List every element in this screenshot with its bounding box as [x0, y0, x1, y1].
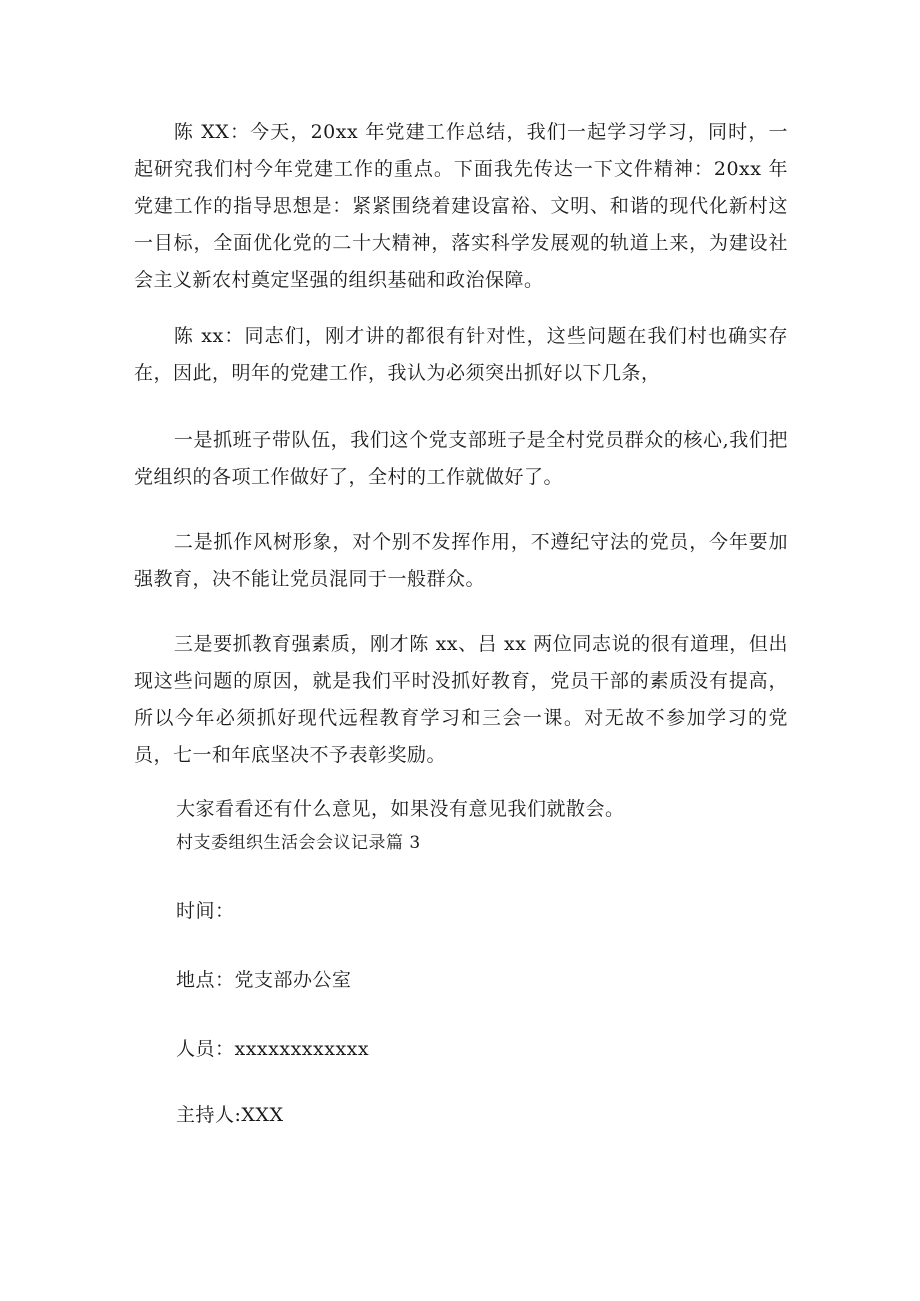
paragraph-second-speech: 陈 xx：同志们，刚才讲的都很有针对性，这些问题在我们村也确实存在，因此，明年的党建工作，我认为必须突出抓好以下几条， [134, 325, 788, 384]
paragraph-point-three: 三是要抓教育强素质，刚才陈 xx、吕 xx 两位同志说的很有道理，但出现这些问题的原因，就是我们平时没抓好教育，党员干部的素质没有提高，所以今年必须抓好现代远程教育学习和三会一课。对无故不参加学习的党员，七一和年底坚决不予表彰奖励。 [134, 633, 788, 766]
meeting-time: 时间： [176, 900, 235, 922]
meeting-place: 地点：党支部办公室 [176, 969, 352, 991]
section-title: 村支委组织生活会会议记录篇 3 [176, 833, 421, 853]
paragraph-point-one: 一是抓班子带队伍，我们这个党支部班子是全村党员群众的核心,我们把党组织的各项工作做好了，全村的工作就做好了。 [134, 429, 788, 488]
meeting-people: 人员：xxxxxxxxxxxx [176, 1038, 370, 1060]
paragraph-point-two: 二是抓作风树形象，对个别不发挥作用，不遵纪守法的党员，今年要加强教育，决不能让党员混同于一般群众。 [134, 531, 788, 590]
closing-remark: 大家看看还有什么意见，如果没有意见我们就散会。 [176, 798, 625, 820]
paragraph-opening-speech: 陈 XX：今天，20xx 年党建工作总结，我们一起学习学习，同时，一起研究我们村今年党建工作的重点。下面我先传达一下文件精神：20xx 年党建工作的指导思想是：紧紧围绕着建设富裕、文明、和谐的现代化新村这一目标，全面优化党的二十大精神，落实科学发展观的轨道上来，为建设社会主义新农村奠定坚强的组织基础和政治保障。 [134, 121, 788, 291]
meeting-host: 主持人:XXX [176, 1104, 284, 1126]
